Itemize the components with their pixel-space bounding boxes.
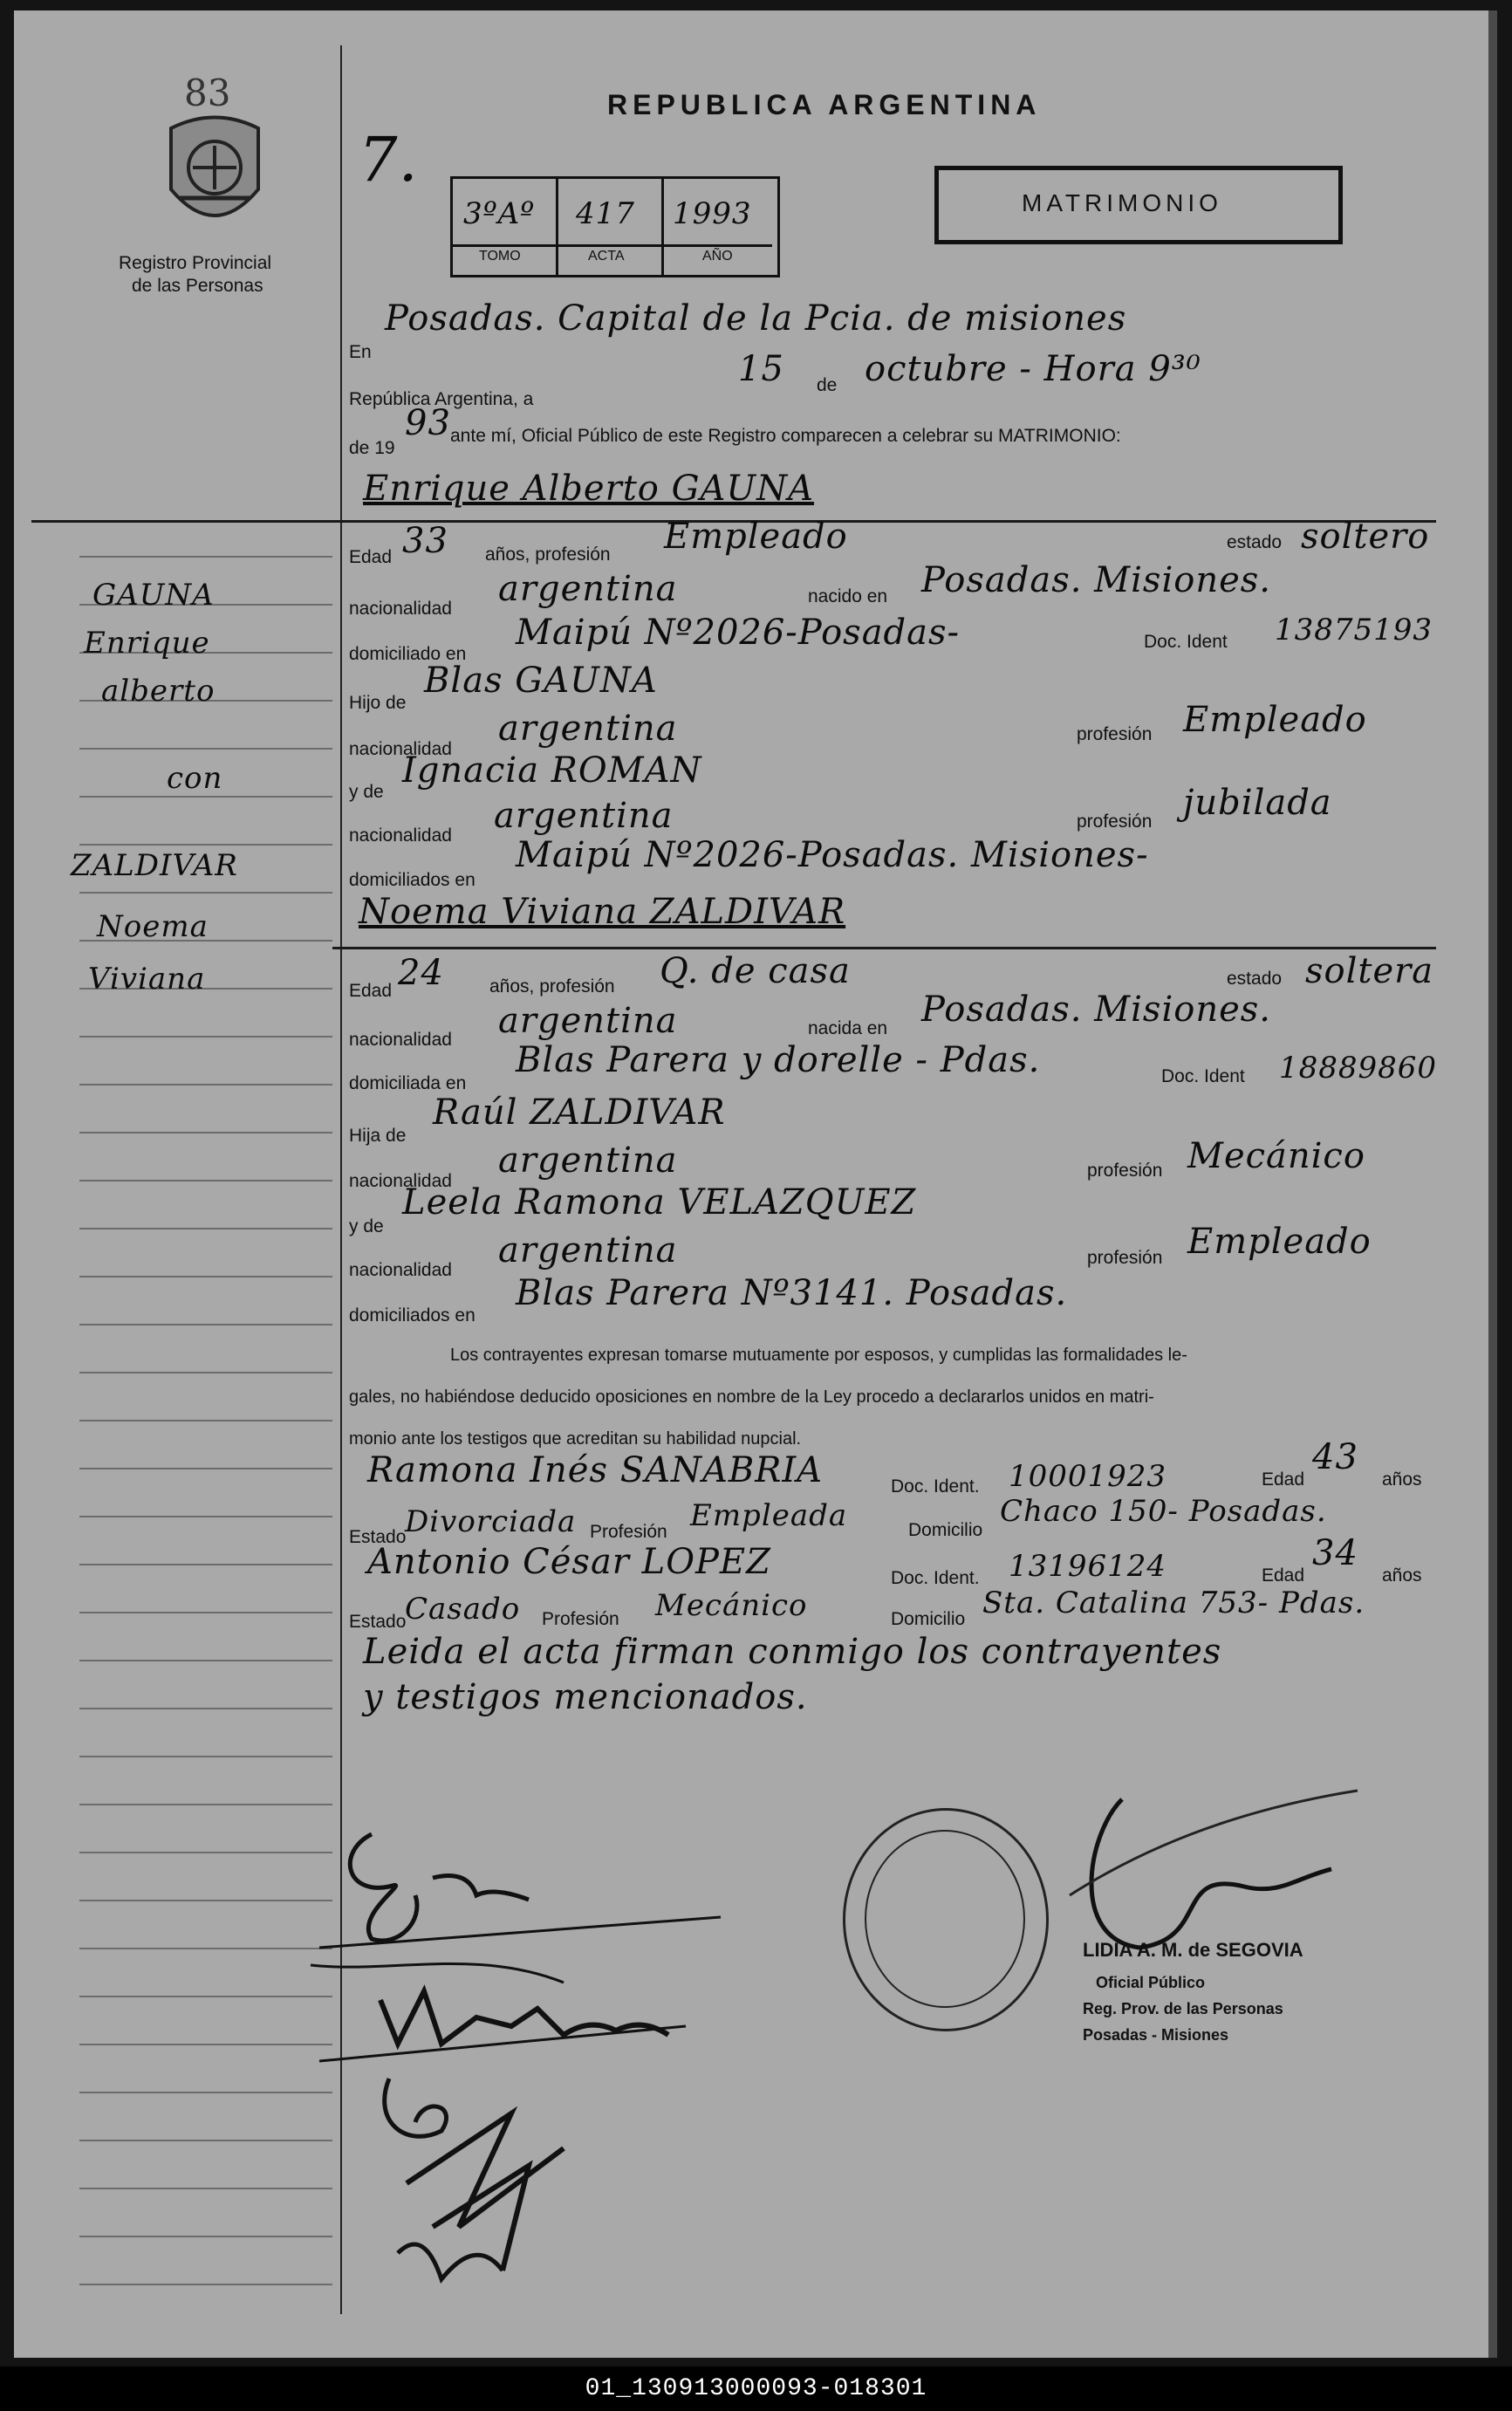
groom-padre-nac-label: nacionalidad [349, 739, 452, 759]
groom-madre-prof: jubilada [1183, 783, 1332, 823]
witness1-dom: Chaco 150- Posadas. [1000, 1494, 1327, 1529]
registry-name-line1: Registro Provincial [119, 253, 272, 273]
bride-doc: 18889860 [1279, 1051, 1438, 1086]
tomo-label: TOMO [479, 249, 521, 264]
bride-nacida: Posadas. Misiones. [921, 990, 1271, 1030]
record-number-box [450, 176, 780, 277]
tomo-value: 3ºAº [463, 196, 536, 231]
registry-name-line2: de las Personas [132, 276, 263, 296]
groom-nacido: Posadas. Misiones. [921, 560, 1271, 600]
groom-padre-prof: Empleado [1183, 700, 1367, 740]
bride-estado: soltera [1305, 951, 1434, 991]
anio-value: 1993 [673, 196, 752, 231]
witness2-doc: 13196124 [1009, 1549, 1167, 1584]
witness2-prof: Mecánico [655, 1588, 808, 1623]
intro-day: 15 [738, 349, 784, 389]
groom-estado: soltero [1301, 517, 1430, 557]
witness2-estado-label: Estado [349, 1612, 407, 1632]
declaration-line3: monio ante los testigos que acreditan su habilidad nupcial. [349, 1429, 802, 1449]
bride-doc-label: Doc. Ident [1161, 1066, 1245, 1086]
witness1-estado-label: Estado [349, 1527, 407, 1547]
groom-name: Enrique Alberto GAUNA [363, 469, 815, 509]
folio-number: 83 [184, 72, 231, 114]
groom-profesion-label: años, profesión [485, 545, 611, 565]
bride-dom-label: domiciliada en [349, 1073, 467, 1093]
bride-madre-nac-label: nacionalidad [349, 1260, 452, 1280]
witness1-name: Ramona Inés SANABRIA [367, 1450, 824, 1490]
intro-en-label: En [349, 342, 372, 362]
groom-edad-label: Edad [349, 547, 393, 567]
witness1-estado: Divorciada [405, 1504, 577, 1539]
groom-doc-label: Doc. Ident [1144, 632, 1228, 652]
witness2-name: Antonio César LOPEZ [367, 1542, 771, 1582]
witness1-edad-label: Edad [1262, 1469, 1305, 1490]
witness1-anios: años [1382, 1469, 1422, 1490]
groom-nac-label: nacionalidad [349, 599, 452, 619]
groom-madre: Ignacia ROMAN [402, 750, 702, 791]
witness2-dom-label: Domicilio [891, 1609, 966, 1629]
declaration-line2: gales, no habiéndose deducido oposiciones en nombre de la Ley procedo a declararlos unidos en matri- [349, 1387, 1154, 1407]
groom-padre-nac: argentina [498, 709, 678, 749]
groom-madre-nac: argentina [494, 796, 674, 836]
groom-edad: 33 [402, 521, 448, 561]
acta-label: ACTA [588, 249, 625, 264]
officer-stamp-line1: LIDIA A. M. de SEGOVIA [1083, 1939, 1303, 1961]
witness1-doc: 10001923 [1009, 1459, 1167, 1494]
corner-mark: 7. [359, 124, 419, 195]
intro-text: ante mí, Oficial Público de este Registro comparecen a celebrar su MATRIMONIO: [450, 426, 1121, 446]
bride-edad-label: Edad [349, 981, 393, 1001]
doc-type-box [934, 166, 1343, 244]
witness1-prof: Empleada [690, 1498, 848, 1533]
margin-name-5: ZALDIVAR [71, 848, 238, 883]
anio-label: AÑO [702, 249, 733, 264]
groom-dom: Maipú Nº2026-Posadas- [516, 613, 961, 653]
bride-padre: Raúl ZALDIVAR [433, 1092, 726, 1133]
coat-of-arms-icon [154, 111, 276, 242]
signatures-drawing [302, 1817, 756, 2305]
bride-name: Noema Viviana ZALDIVAR [359, 892, 846, 932]
intro-de19-label: de 19 [349, 438, 395, 458]
bride-doms-label: domiciliados en [349, 1305, 475, 1325]
declaration-line1: Los contrayentes expresan tomarse mutuamente por esposos, y cumplidas las formalidades le- [450, 1346, 1187, 1365]
groom-yde-label: y de [349, 782, 384, 802]
officer-stamp-line4: Posadas - Misiones [1083, 2026, 1229, 2044]
witness2-prof-label: Profesión [542, 1609, 619, 1629]
bride-padre-nac: argentina [498, 1140, 678, 1181]
bride-hija-label: Hija de [349, 1126, 407, 1146]
bride-madre: Leela Ramona VELAZQUEZ [402, 1182, 917, 1223]
groom-profesion: Empleado [664, 517, 848, 557]
groom-doms: Maipú Nº2026-Posadas. Misiones- [516, 835, 1149, 875]
groom-hijo-label: Hijo de [349, 693, 407, 713]
country-title: REPUBLICA ARGENTINA [607, 89, 1042, 120]
witness1-edad: 43 [1312, 1437, 1358, 1477]
bride-dom: Blas Parera y dorelle - Pdas. [516, 1040, 1041, 1080]
bride-profesion-label: años, profesión [489, 976, 615, 997]
bride-padre-nac-label: nacionalidad [349, 1171, 452, 1191]
acta-value: 417 [576, 196, 635, 231]
officer-stamp-line2: Oficial Público [1096, 1974, 1206, 1991]
bride-padre-prof: Mecánico [1187, 1136, 1365, 1176]
bride-madre-prof: Empleado [1187, 1222, 1372, 1262]
bride-madre-prof-label: profesión [1087, 1248, 1163, 1268]
witness2-estado: Casado [405, 1592, 521, 1627]
bride-yde-label: y de [349, 1216, 384, 1236]
groom-estado-label: estado [1227, 532, 1283, 552]
groom-padre-prof-label: profesión [1077, 724, 1153, 744]
bride-nac-label: nacionalidad [349, 1030, 452, 1050]
margin-name-7: Viviana [88, 962, 206, 997]
margin-name-2: Enrique [84, 626, 210, 661]
witness1-prof-label: Profesión [590, 1522, 667, 1542]
bride-estado-label: estado [1227, 969, 1283, 989]
bride-padre-prof-label: profesión [1087, 1161, 1163, 1181]
groom-padre: Blas GAUNA [424, 661, 658, 701]
groom-madre-prof-label: profesión [1077, 812, 1153, 832]
closing-line2: y testigos mencionados. [363, 1677, 808, 1717]
intro-republica-label: República Argentina, a [349, 389, 534, 409]
officer-stamp-line3: Reg. Prov. de las Personas [1083, 2000, 1283, 2017]
margin-name-6: Noema [97, 909, 209, 944]
bride-section-divider [332, 947, 1436, 949]
witness2-edad: 34 [1312, 1533, 1358, 1573]
intro-de-label: de [817, 375, 838, 395]
groom-nac: argentina [498, 569, 678, 609]
witness2-edad-label: Edad [1262, 1565, 1305, 1586]
bride-edad: 24 [398, 953, 444, 993]
margin-name-3: alberto [101, 674, 216, 709]
groom-doc: 13875193 [1275, 613, 1433, 647]
groom-dom-label: domiciliado en [349, 644, 467, 664]
intro-place: Posadas. Capital de la Pcia. de misiones [385, 298, 1127, 339]
intro-month: octubre - Hora 9³⁰ [865, 349, 1201, 389]
bride-doms: Blas Parera Nº3141. Posadas. [516, 1273, 1068, 1313]
witness2-dom: Sta. Catalina 753- Pdas. [982, 1586, 1365, 1620]
file-id-footer: 01_130913000093-018301 [0, 2366, 1512, 2411]
groom-madre-nac-label: nacionalidad [349, 825, 452, 846]
margin-name-4: con [167, 761, 223, 796]
groom-doms-label: domiciliados en [349, 870, 475, 890]
witness2-doc-label: Doc. Ident. [891, 1568, 980, 1588]
witness1-doc-label: Doc. Ident. [891, 1476, 980, 1497]
bride-profesion: Q. de casa [660, 951, 851, 991]
bride-nacida-label: nacida en [808, 1018, 888, 1038]
witness1-dom-label: Domicilio [908, 1520, 983, 1540]
closing-line1: Leida el acta firman conmigo los contrayentes [363, 1632, 1222, 1672]
bride-madre-nac: argentina [498, 1230, 678, 1271]
groom-nacido-label: nacido en [808, 586, 888, 606]
witness2-anios: años [1382, 1565, 1422, 1586]
register-page [14, 10, 1497, 2358]
doc-type-label: MATRIMONIO [1022, 189, 1222, 216]
margin-name-1: GAUNA [92, 578, 215, 613]
intro-year: 93 [405, 403, 451, 443]
bride-nac: argentina [498, 1001, 678, 1041]
